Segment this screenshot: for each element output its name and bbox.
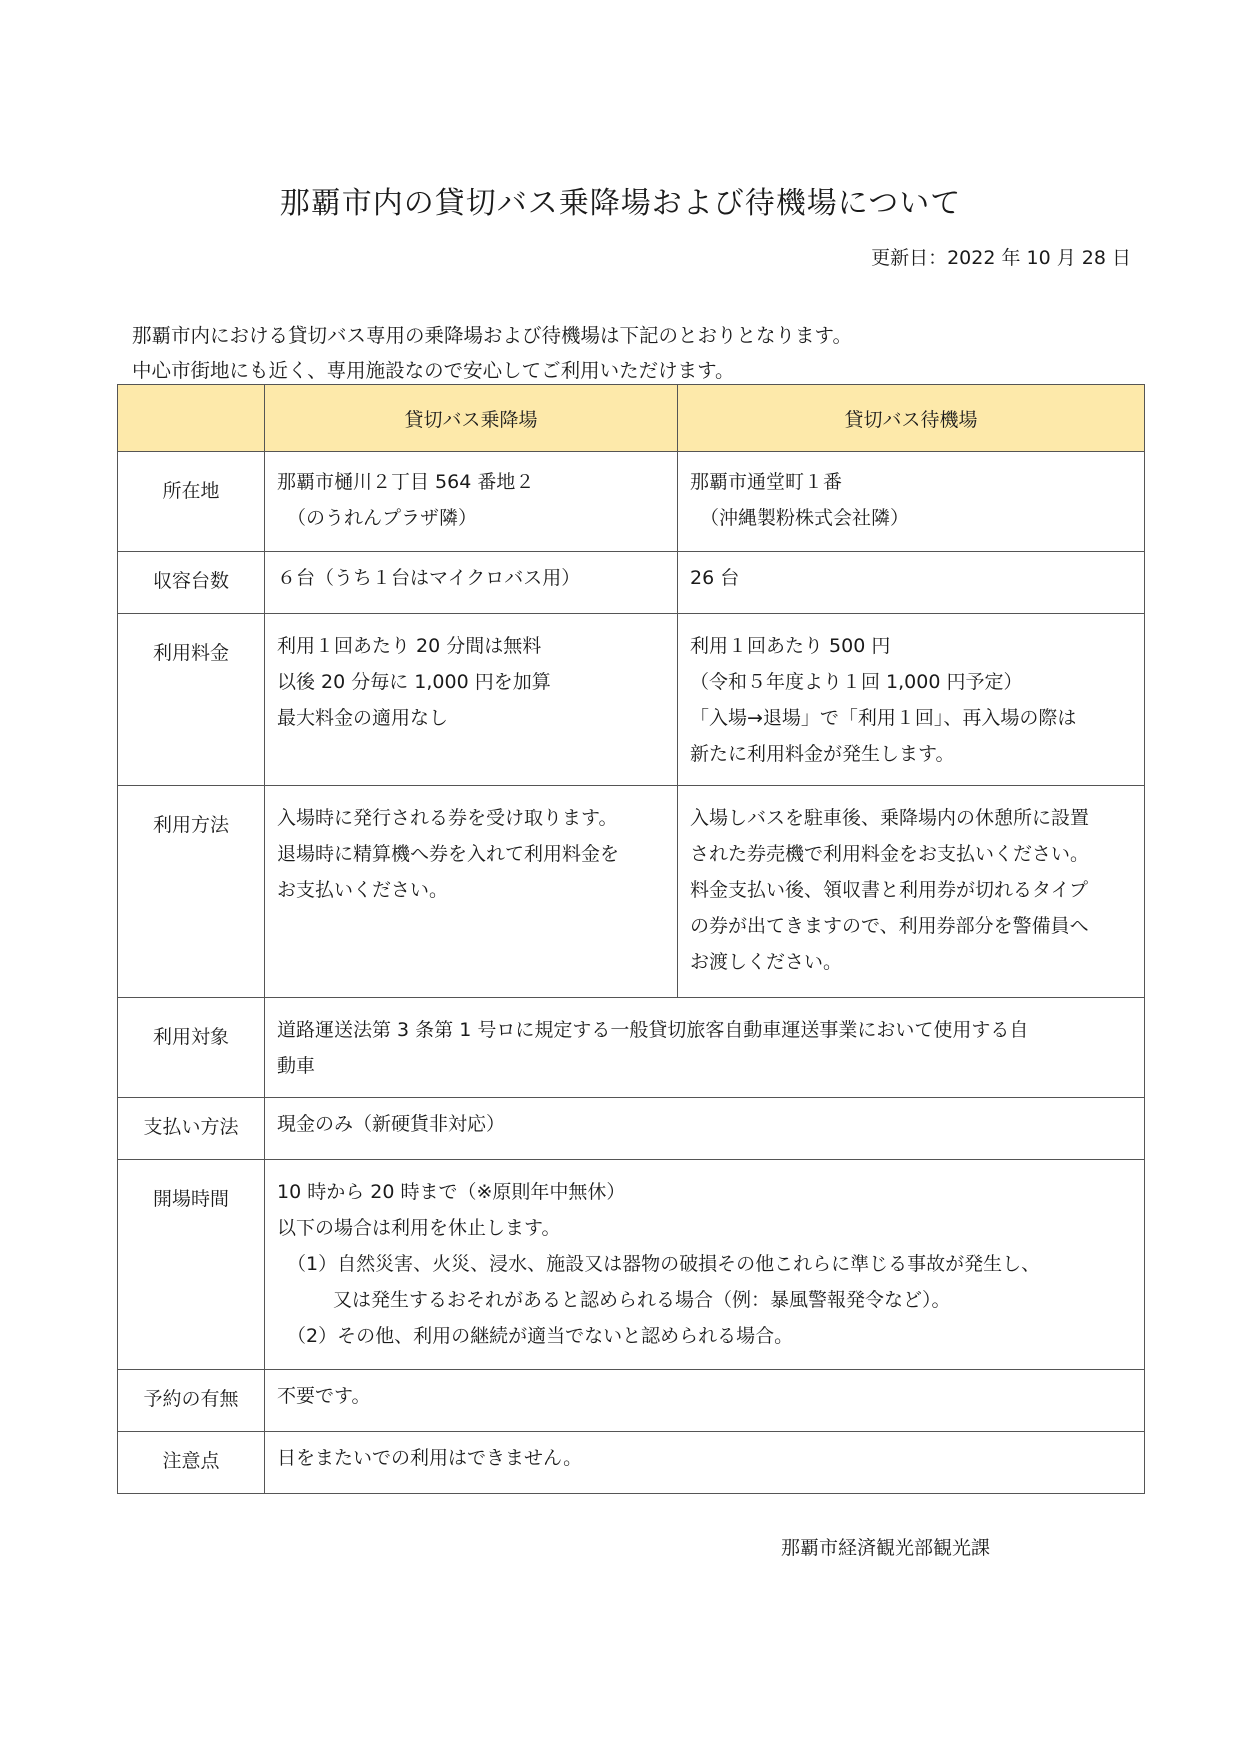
text-line: 料金支払い後、領収書と利用券が切れるタイプ [690,879,1089,901]
text-line: 退場時に精算機へ券を入れて利用料金を [277,843,620,865]
text-line: の券が出てきますので、利用券部分を警備員へ [690,915,1089,937]
header-blank-cell [118,385,265,452]
table-row-location [118,452,1145,552]
page-title: 那覇市内の貸切バス乗降場および待機場について [279,186,962,221]
hours-cell [265,1160,1145,1370]
text-line: 26 台 [690,567,740,589]
row-label: 注意点 [118,1432,265,1494]
text-line: 以下の場合は利用を休止します。 [277,1217,561,1239]
text-line: お支払いください。 [277,879,449,901]
table-row-notes [118,1432,1145,1494]
text-line: （令和５年度より１回 1,000 円予定） [690,671,1023,693]
table-row-capacity [118,552,1145,614]
row-label: 収容台数 [118,552,265,614]
text-line: された券売機で利用料金をお支払いください。 [690,843,1090,865]
waiting-capacity [678,552,1145,614]
header-boarding-area: 貸切バス乗降場 [265,385,678,452]
text-line: 日をまたいでの利用はできません。 [277,1447,583,1469]
boarding-fee [265,614,678,786]
text-line: 那覇市樋川２丁目 564 番地２ [277,471,535,493]
payment-cell [265,1098,1145,1160]
info-table [117,384,1145,1494]
list-item: 又は発生するおそれがあると認められる場合（例：暴風警報発令など）。 [333,1289,951,1311]
row-label: 予約の有無 [118,1370,265,1432]
text-line: 利用１回あたり 500 円 [690,635,891,657]
text-line: 10 時から 20 時まで（※原則年中無休） [277,1181,626,1203]
row-label: 支払い方法 [118,1098,265,1160]
text-line: 入場しバスを駐車後、乗降場内の休憩所に設置 [690,807,1090,829]
boarding-usage [265,786,678,998]
table-row-target [118,998,1145,1098]
department-name: 那覇市経済観光部観光課 [780,1537,990,1559]
row-label: 利用料金 [118,614,265,786]
text-line: 動車 [277,1055,316,1077]
text-line: ６台（うち１台はマイクロバス用） [277,567,581,589]
header-waiting-area: 貸切バス待機場 [678,385,1145,452]
text-line: （沖縄製粉株式会社隣） [700,507,910,529]
text-line: 新たに利用料金が発生します。 [690,743,955,765]
row-label: 利用方法 [118,786,265,998]
reservation-cell [265,1370,1145,1432]
waiting-usage [678,786,1145,998]
list-item: （1）自然災害、火災、浸水、施設又は器物の破損その他これらに準じる事故が発生し、 [287,1253,1041,1275]
text-line: 那覇市通堂町１番 [690,471,843,493]
row-label: 開場時間 [118,1160,265,1370]
boarding-capacity [265,552,678,614]
boarding-location [265,452,678,552]
notes-cell [265,1432,1145,1494]
table-header-row [118,385,1145,452]
waiting-location [678,452,1145,552]
text-line: 「入場→退場」で「利用１回」、再入場の際は [690,707,1077,729]
text-line: 以後 20 分毎に 1,000 円を加算 [277,671,551,693]
intro-text [132,318,852,388]
text-line: 道路運送法第 3 条第 1 号ロに規定する一般貸切旅客自動車運送事業において使用する自 [277,1019,1029,1041]
text-line: 利用１回あたり 20 分間は無料 [277,635,542,657]
table-row-reservation [118,1370,1145,1432]
list-item: （2）その他、利用の継続が適当でないと認められる場合。 [287,1325,794,1347]
row-label: 所在地 [118,452,265,552]
row-label: 利用対象 [118,998,265,1098]
waiting-fee [678,614,1145,786]
text-line: お渡しください。 [690,951,843,973]
table-row-usage [118,786,1145,998]
intro-line: 那覇市内における貸切バス専用の乗降場および待機場は下記のとおりとなります。 [132,324,852,347]
text-line: 不要です。 [277,1385,371,1407]
text-line: （のうれんプラザ隣） [287,507,478,529]
intro-line: 中心市街地にも近く、専用施設なので安心してご利用いただけます。 [132,359,735,382]
updated-date: 更新日：2022 年 10 月 28 日 [871,247,1131,269]
table-row-fee [118,614,1145,786]
table-row-payment [118,1098,1145,1160]
text-line: 現金のみ（新硬貨非対応） [277,1113,506,1135]
text-line: 最大料金の適用なし [277,707,449,729]
table-row-hours [118,1160,1145,1370]
text-line: 入場時に発行される券を受け取ります。 [277,807,618,829]
target-cell [265,998,1145,1098]
